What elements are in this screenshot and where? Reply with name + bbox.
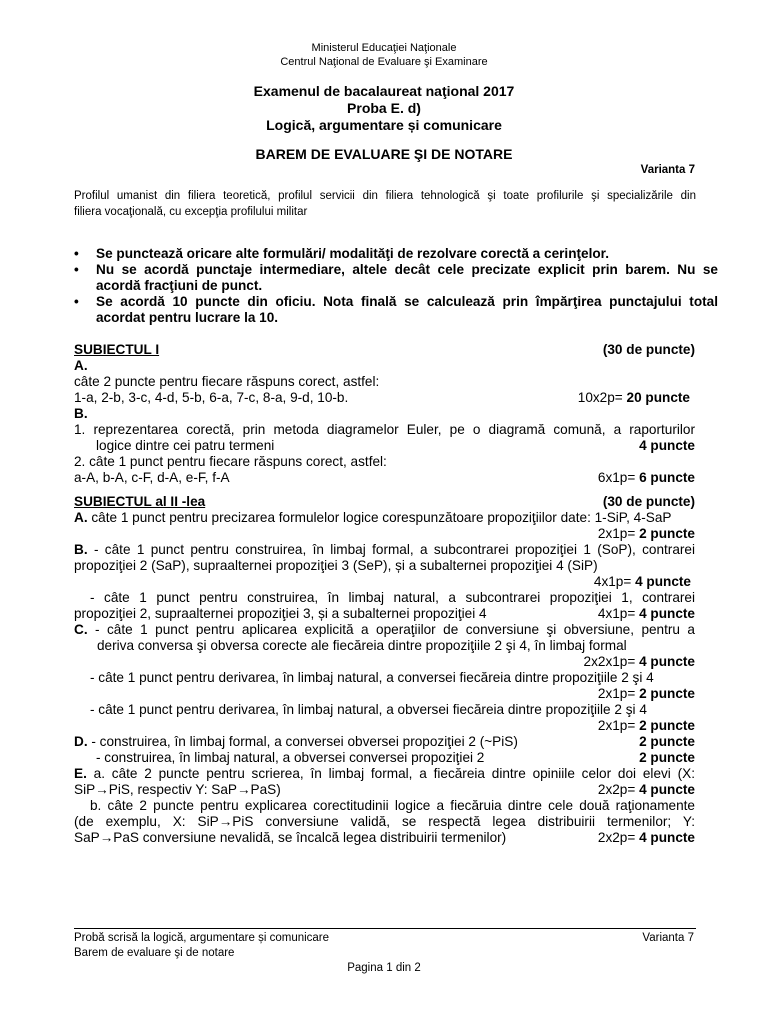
s2-a-score: 2x1p= 2 puncte — [597, 526, 695, 541]
s1-b1-score: 4 puncte — [639, 438, 695, 453]
s2-c3-score: 2x1p= 2 puncte — [597, 718, 695, 733]
barem-title: BAREM DE EVALUARE ŞI DE NOTARE — [255, 146, 513, 162]
s2-b1-score: 4x1p= 4 puncte — [593, 574, 691, 589]
rule-item — [74, 246, 714, 262]
subject-2-title: SUBIECTUL al II -lea — [74, 494, 206, 509]
s2-b2-score: 4x1p= 4 puncte — [597, 606, 695, 621]
subject-1-header — [74, 342, 695, 358]
s1-a-intro: câte 2 puncte pentru fiecare răspuns corect, astfel: — [74, 374, 380, 389]
s2-d1-row: D. - construirea, în limbaj formal, a conversei obversei propoziţiei 2 (~PiS) 2 puncte — [74, 734, 695, 749]
proba-label: Proba E. d) — [347, 100, 421, 116]
bullet-icon: • — [74, 294, 79, 309]
s2-c2-score: 2x1p= 2 puncte — [597, 686, 695, 701]
s2-b1-line1: B. - câte 1 punct pentru construirea, în limbaj formal, a subcontrarei propoziţiei 1 (SoP), contrarei — [74, 542, 695, 557]
profile-line-2: filiera vocaţională, cu excepţia profilului militar — [74, 206, 308, 218]
s2-c1-line2: deriva conversa şi obversa corecte ale fiecăreia dintre propoziţiile 2 şi 4, în limbaj formal — [97, 638, 627, 653]
s2-e2-line1: b. câte 2 puncte pentru explicarea corectitudinii logice a fiecăruia dintre cele două raţionamente — [90, 798, 695, 813]
s2-e1-score: 2x2p= 4 puncte — [597, 782, 695, 797]
bullet-icon: • — [74, 246, 79, 261]
rule-text: Nu se acordă punctaje intermediare, altele decât cele precizate explicit prin barem. Nu se acordă fracţiuni de punct. — [96, 262, 718, 293]
footer-variant: Varianta 7 — [642, 932, 694, 944]
subject-2-points: (30 de puncte) — [602, 494, 695, 509]
s2-d1-score: 2 puncte — [639, 734, 695, 749]
evaluation-center-name: Centrul Naţional de Evaluare şi Examinare — [280, 56, 488, 68]
s1-b-label: B. — [74, 406, 88, 421]
variant-label: Varianta 7 — [640, 164, 695, 176]
exam-title: Examenul de bacalaureat naţional 2017 — [253, 83, 515, 99]
rule-item — [74, 294, 718, 326]
s1-b2-answers: a-A, b-A, c-F, d-A, e-F, f-A — [74, 470, 230, 485]
subject-1-title: SUBIECTUL I — [74, 342, 160, 357]
s1-b1-line1: 1. reprezentarea corectă, prin metoda diagramelor Euler, pe o diagramă comună, a raporturilor — [74, 422, 695, 437]
rules-list — [74, 246, 718, 326]
s1-b2-row — [74, 470, 695, 486]
subject-title: Logică, argumentare și comunicare — [266, 117, 502, 133]
s2-c1-line1: C. - câte 1 punct pentru aplicarea explicită a operaţiilor de conversiune şi obversiune, pentru a — [74, 622, 695, 637]
rule-text: Se acordă 10 puncte din oficiu. Nota finală se calculează prin împărţirea punctajului total acordat pentru lucrare la 10. — [96, 294, 718, 325]
s1-a-row — [74, 390, 695, 406]
subject-2-header — [74, 494, 695, 510]
s2-b2-line1: - câte 1 punct pentru construirea, în limbaj natural, a subcontrarei propoziţiei 1, contrarei — [90, 590, 695, 605]
s1-b2-score: 6x1p= 6 puncte — [597, 470, 695, 485]
s2-a-row: A. câte 1 punct pentru precizarea formulelor logice corespunzătoare propoziţiilor date: 1-SiP, 4-SaP — [74, 510, 672, 525]
s2-e2-line2: (de exemplu, X: SiP→PiS conversiune validă, se respectă legea distribuirii termenilor; Y: — [74, 814, 695, 829]
s2-e1-line1: E. a. câte 2 puncte pentru scrierea, în limbaj formal, a fiecăreia dintre opiniile celor doi elevi (X: — [74, 766, 695, 781]
s1-a-answers: 1-a, 2-b, 3-c, 4-d, 5-b, 6-a, 7-c, 8-a, 9-d, 10-b. — [74, 390, 349, 405]
rule-item — [74, 262, 718, 294]
footer-divider — [74, 928, 696, 929]
page-number: Pagina 1 din 2 — [347, 962, 421, 974]
s1-b1-line2: logice dintre cei patru termeni — [96, 438, 275, 453]
s1-b2-intro: 2. câte 1 punct pentru fiecare răspuns corect, astfel: — [74, 454, 387, 469]
footer-left-line-1: Probă scrisă la logică, argumentare și comunicare — [74, 932, 330, 944]
s1-a-score: 10x2p= 20 puncte — [577, 390, 690, 405]
s1-b1-row — [74, 438, 695, 454]
s2-d2-text: - construirea, în limbaj natural, a obversei conversei propoziţiei 2 — [96, 750, 485, 765]
s2-b2-row — [74, 606, 695, 622]
bullet-icon: • — [74, 262, 79, 277]
s2-e2-line3: SaP→PaS conversiune nevalidă, se încalcă legea distribuirii termenilor) — [74, 830, 507, 845]
s2-e2-row — [74, 830, 695, 846]
ministry-name: Ministerul Educaţiei Naţionale — [311, 42, 457, 54]
s2-c3-text: - câte 1 punct pentru derivarea, în limbaj natural, a obversei fiecăreia dintre propoziţiile 2 şi 4 — [90, 702, 647, 717]
rule-text: Se punctează oricare alte formulări/ modalităţi de rezolvare corectă a cerinţelor. — [96, 246, 609, 261]
s2-e1-line2: SiP→PiS, respectiv Y: SaP→PaS) — [74, 782, 281, 797]
profile-line-1: Profilul umanist din filiera teoretică, profilul servicii din filiera tehnologică şi toate profilurile şi specializările din — [74, 190, 696, 202]
s2-c2-text: - câte 1 punct pentru derivarea, în limbaj natural, a conversei fiecăreia dintre propoziţiile 2 şi 4 — [90, 670, 654, 685]
s2-d2-row — [74, 750, 695, 766]
s2-c1-score: 2x2x1p= 4 puncte — [583, 654, 695, 669]
s2-d2-score: 2 puncte — [639, 750, 695, 765]
s2-b2-line2: propoziţiei 2, supraalternei propoziţiei 3, și a subalternei propoziţiei 4 — [74, 606, 487, 621]
s1-a-label: A. — [74, 358, 88, 373]
footer-left-line-2: Barem de evaluare şi de notare — [74, 947, 235, 959]
s2-e1-row — [74, 782, 695, 798]
subject-1-points: (30 de puncte) — [602, 342, 695, 357]
s2-b1-line2: propoziţiei 2 (SaP), supraalternei propoziţiei 3 (SeP), și a subalternei propoziţiei 4 (SiP) — [74, 558, 598, 573]
s2-e2-score: 2x2p= 4 puncte — [597, 830, 695, 845]
